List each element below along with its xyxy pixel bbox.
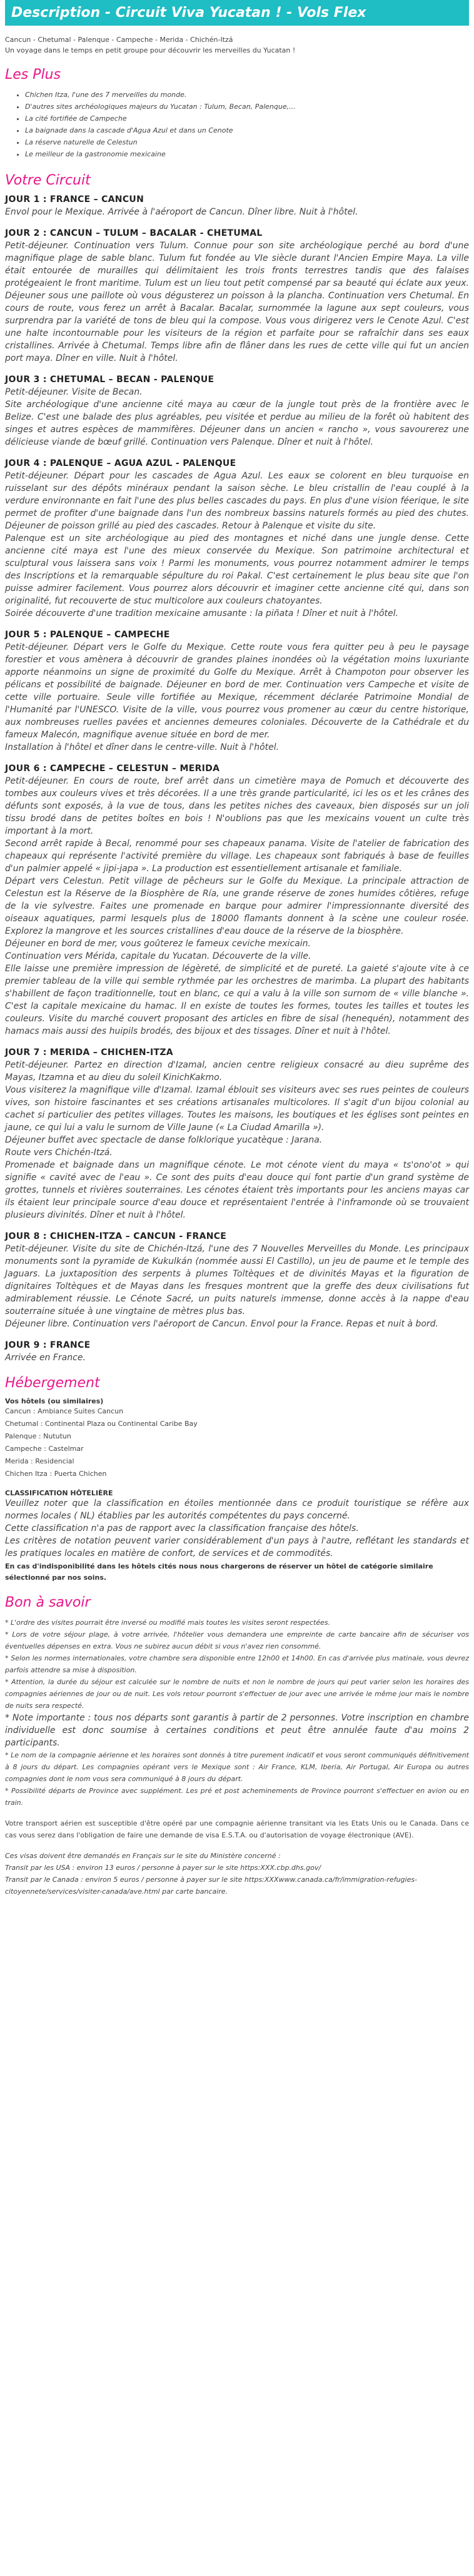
plus-item: • La cité fortifiée de Campeche <box>25 113 469 124</box>
plus-item: • Le meilleur de la gastronomie mexicaine <box>25 148 469 160</box>
hotels-list <box>5 1405 469 1480</box>
day-body: Petit-déjeuner. Continuation vers Tulum. Connue pour son site archéologique perché au bord d'une magnifique plage de sable blanc. Tulum fut fondée au VIe siècle durant l'Ancien Empire Maya. La ville était entourée de murailles qui délimitaient les trois fronts terrestres tandis que des falaises protégeaient le front maritime. Tulum est un lieu tout petit compensé par sa beauté qui éclate aux yeux. Déjeuner sous une paillote où vous dégusterez un poisson à la plancha. Continuation vers Chetumal. En cours de route, vous ferez un arrêt à Bacalar. Bacalar, surnommée la lagune aux sept couleurs, vous surprendra par la variété de tons de bleu qui la compose. Vous vous dirigerez vers le Cenote Azul. C'est une halte incontournable pour les visiteurs de la région et parfaite pour se rafraîchir dans ses eaux cristallines. Arrivée à Chetumal. Temps libre afin de flâner dans les rues de cette ville qui fut un ancien port maya. Dîner en ville. Nuit à l'hôtel. <box>5 241 469 363</box>
day-section <box>5 764 469 1038</box>
bon-a-savoir-heading: Bon à savoir <box>5 1595 91 1610</box>
visa-source-usa: Transit par les USA : environ 13 euros / personne à payer sur le site https:XXX.cbp.dhs.gov/ <box>5 1864 321 1872</box>
plus-list <box>16 89 469 160</box>
day-body: Petit-déjeuner. En cours de route, bref arrêt dans un cimetière maya de Pomuch et découverte des tombes aux couleurs vives et très décorées. Il a une très grande particularité, ici les os et les crânes des défunts sont exposés, à la vue de tous, dans les petites niches des caveaux, bien disposés sur un joli tissu brodé dans de petites boîtes en bois ! N'oublions pas que les mexicains vouent un culte très important à la mort. Second arrêt rapide à Becal, renommé pour ses chapeaux panama. Visite de l'atelier de fabrication des chapeaux qui représente l'activité première du village. Les chapeaux sont fabriqués à base de feuilles d'un palmier appelé « jipi-japa ». La production est essentiellement artisanale et familiale. Départ vers Celestun. Petit village de pêcheurs sur le Golfe du Mexique. La principale attraction de Celestun est la Réserve de la Biosphère de Ría, une grande réserve de zones humides côtières, refuge de la vie sylvestre. Faites une promenade en barque pour admirer l'impressionnante diversité des oiseaux aquatiques, parmi lesquels plus de 18000 flamants donnent à la scène une couleur rosée. Explorez la mangrove et les sources cristallines d'eau douce de la réserve de la biosphère. Déjeuner en bord de mer, vous goûterez le fameux ceviche mexicain. Continuation vers Mérida, capitale du Yucatan. Découverte de la ville. Elle laisse une première impression de légèreté, de simplicité et de pureté. La gaieté s'ajoute vite à ce premier tableau de la ville qui semble rythmée par les orchestres de marimba. La plupart des habitants s'habillent de façon traditionnelle, tout en blanc, ce qui a valu à la ville son surnom de « ville blanche ». C'est la capitale mexicaine du hamac. Il en existe de toutes les formes, toutes les tailles et toutes les couleurs. Visite du marché couvert proposant des articles en fibre de sisal (henequén), notamment des hamacs mais aussi des huipils brodés, des bijoux et des tissages. Dîner et nuit à l'hôtel. <box>5 776 469 1036</box>
intro <box>5 34 469 56</box>
hotel-line: Merida : Residencial <box>5 1457 74 1465</box>
day-body: Petit-déjeuner. Visite de Becan. Site archéologique d'une ancienne cité maya au cœur de la jungle tout près de la frontière avec le Belize. C'est une balade des plus agréables, peu visitée et perdue au milieu de la forêt où habitent des singes et autres espèces de mammifères. Déjeuner dans un ancien « rancho », vous savourerez une délicieuse viande de bœuf grillé. Continuation vers Palenque. Dîner et nuit à l'hôtel. <box>5 387 469 447</box>
day-body: Petit-déjeuner. Visite du site de Chichén-Itzá, l'une des 7 Nouvelles Merveilles du Monde. Les principaux monuments sont la pyramide de Kukulkán (nommée aussi El Castillo), un jeu de paume et le temple des Jaguars. La juxtaposition des serpents à plumes Toltèques et de divinités Mayas et la figuration de dignitaires Toltèques et de Mayas dans les fresques montrent que la greffe des deux civilisations fut admirablement réussie. Le Cénote Sacré, un puits naturels immense, donne accès à la nappe d'eau souterraine située à une vingtaine de mètres plus bas. Déjeuner libre. Continuation vers l'aéroport de Cancun. Envol pour la France. Repas et nuit à bord. <box>5 1244 469 1329</box>
hotel-line: Campeche : Castelmar <box>5 1445 84 1453</box>
note-item: * Attention, la durée du séjour est calculée sur le nombre de nuits et non le nombre de jours qui peut varier selon les horaires des compagnies aériennes de jour ou de nuit. Les vols retour pourront s'effectuer de jour avec une arrivée le même jour mais le nombre de nuits sera respecté. <box>5 1678 469 1710</box>
note-item: * L'ordre des visites pourrait être inversé ou modifié mais toutes les visites seront respectées. <box>5 1619 331 1627</box>
plus-item: • La réserve naturelle de Celestun <box>25 136 469 148</box>
classification-body: Veuillez noter que la classification en étoiles mentionnée dans ce produit touristique se réfère aux normes locales ( NL) établies par les autorités compétentes du pays concerné. Cette classification n'a pas de rapport avec la classification française des hôtels. Les critères de notation peuvent varier considérablement d'un pays à l'autre, reflétant les standards et les pratiques locales en matière de confort, de services et de commodités. <box>5 1498 469 1558</box>
day-section <box>5 630 469 754</box>
hotel-line: Chichen Itza : Puerta Chichen <box>5 1470 107 1478</box>
day-body: Petit-déjeuner. Partez en direction d'Izamal, ancien centre religieux consacré au dieu suprême des Mayas, Itzamna et au dieu du soleil KinichKakmo. Vous visiterez la magnifique ville d'Izamal. Izamal éblouit ses visiteurs avec ses rues peintes de couleurs vives, son histoire fascinantes et ses créations artisanales multicolores. Il s'agit d'un bijou colonial au cachet si particulier des petites villages. Toutes les maisons, les boutiques et les églises sont peintes en jaune, ce qui lui a valu le surnom de Ville Jaune (« La Ciudad Amarilla »). Déjeuner buffet avec spectacle de danse folklorique yucatèque : Jarana. Route vers Chichén-Itzá. Promenade et baignade dans un magnifique cénote. Le mot cénote vient du maya « ts'ono'ot » qui signifie « cavité avec de l'eau ». Ce sont des puits d'eau douce qui font partie d'un grand système de grottes, tunnels et rivières souterraines. Les cénotes étaient très importants pour les anciens mayas car ils étaient leur principale source d'eau douce et représentaient l'entrée à l'inframonde où se trouvaient plusieurs divinités. Dîner et nuit à l'hôtel. <box>5 1060 469 1220</box>
closing-paragraph: Votre transport aérien est susceptible d'être opéré par une compagnie aérienne transitant via les Etats Unis ou le Canada. Dans ce cas vous serez dans l'obligation de faire une demande de visa E.S.T.A. ou d'autorisation de voyage électronique (AVE). <box>5 1819 469 1839</box>
day-body: Petit-déjeuner. Départ vers le Golfe du Mexique. Cette route vous fera quitter peu à peu le paysage forestier et vous amènera à découvrir de grandes plaines inondées où la végétation moins luxuriante apporte néanmoins un signe de proximité du Golfe du Mexique. Arrêt à Champoton pour observer les pélicans et possibilité de baignade. Déjeuner en bord de mer. Continuation vers Campeche et visite de cette ville portuaire. Seule ville fortifiée au Mexique, récemment déclarée Patrimoine Mondial de l'Humanité par l'UNESCO. Visite de la ville, vous pourrez vous promener au cœur du centre historique, aux nombreuses ruelles pavées et anciennes demeures coloniales. Découverte de la Cathédrale et du fameux Malecón, magnifique avenue située en bord de mer. Installation à l'hôtel et dîner dans le centre-ville. Nuit à l'hôtel. <box>5 642 469 752</box>
day-section <box>5 458 469 620</box>
day-section <box>5 1340 469 1364</box>
day-title: JOUR 8 : CHICHEN-ITZA – CANCUN - FRANCE <box>5 1231 227 1241</box>
hotel-line: Cancun : Ambiance Suites Cancun <box>5 1407 124 1415</box>
day-title: JOUR 6 : CAMPECHE – CELESTUN – MERIDA <box>5 764 220 774</box>
day-title: JOUR 5 : PALENQUE – CAMPECHE <box>5 630 170 640</box>
notes-list <box>5 1617 469 1809</box>
intro-tagline: Un voyage dans le temps en petit groupe pour découvrir les merveilles du Yucatan ! <box>5 46 296 54</box>
day-title: JOUR 3 : CHETUMAL – BECAN - PALENQUE <box>5 375 214 385</box>
day-section <box>5 375 469 448</box>
page-title: Description - Circuit Viva Yucatan ! - Vols Flex <box>5 0 469 26</box>
note-item: * Le nom de la compagnie aérienne et les horaires sont donnés à titre purement indicatif et vous seront communiqués définitivement à 8 jours du départ. Les compagnies opérant vers le Mexique sont : Air France, KLM, Iberia, Air Portugal, Air Europa ou autres compagnies dont le nom vous sera communiqué à 8 jours du départ. <box>5 1751 469 1783</box>
visa-source-canada: Transit par le Canada : environ 5 euros / personne à payer sur le site https:XXXwww.canada.ca/fr/immigration-refugies-citoyennete/services/visiter-canada/ave.html par carte bancaire. <box>5 1876 418 1896</box>
hotel-line: Palenque : Nututun <box>5 1432 71 1440</box>
classification-note: En cas d'indisponibilité dans les hôtels cités nous nous chargerons de réserver un hôtel de catégorie similaire sélectionné par nos soins. <box>5 1562 433 1582</box>
day-body: Petit-déjeuner. Départ pour les cascades de Agua Azul. Les eaux se colorent en bleu turquoise en ruisselant sur des dépôts minéraux pendant la saison sèche. Le bleu cristallin de l'eau couplé à la verdure environnante en fait l'une des plus belles cascades du pays. En plus d'une vision féerique, le site permet de profiter d'une baignade dans l'un des nombreux bassins naturels formés au pied des chutes. Déjeuner de poisson grillé au pied des cascades. Retour à Palenque et visite du site. Palenque est un site archéologique au pied des montagnes et niché dans une jungle dense. Cette ancienne cité maya est l'une des mieux conservée du Mexique. Son patrimoine architectural et sculptural vous laissera sans voix ! Parmi les monuments, vous pourrez notamment admirer le temps des Inscriptions et la remarquable sépulture du roi Pakal. C'est certainement le plus beau site que l'on puisse admirer facilement. Vous pourrez alors découvrir et imaginer cette ancienne cité qui, dans son originalité, fut recouverte de stuc multicolore aux couleurs chatoyantes. Soirée découverte d'une tradition mexicaine amusante : la piñata ! Dîner et nuit à l'hôtel. <box>5 471 469 619</box>
note-item: * Selon les normes internationales, votre chambre sera disponible entre 12h00 et 14h00. En cas d'arrivée plus matinale, vous devrez parfois attendre sa mise à disposition. <box>5 1654 469 1674</box>
visa-sources <box>5 1850 469 1897</box>
plus-item: • D'autres sites archéologiques majeurs du Yucatan : Tulum, Becan, Palenque,... <box>25 101 469 113</box>
plus-heading: Les Plus <box>5 67 61 83</box>
plus-item: • Chichen Itza, l'une des 7 merveilles du monde. <box>25 89 469 101</box>
day-title: JOUR 9 : FRANCE <box>5 1340 91 1350</box>
note-item: * Possibilité départs de Province avec supplément. Les pré et post acheminements de Province pourront s'effectuer en avion ou en train. <box>5 1787 469 1807</box>
day-section <box>5 194 469 218</box>
hotel-line: Chetumal : Continental Plaza ou Continental Caribe Bay <box>5 1420 198 1428</box>
note-important: * Note importante : tous nos départs sont garantis à partir de 2 personnes. Votre inscription en chambre individuelle est donc soumise à certaines conditions et peut être annulée faute d'au moins 2 participants. <box>5 1713 469 1748</box>
day-title: JOUR 1 : FRANCE – CANCUN <box>5 194 144 205</box>
day-body: Arrivée en France. <box>5 1353 86 1363</box>
day-title: JOUR 2 : CANCUN – TULUM – BACALAR - CHETUMAL <box>5 228 263 238</box>
day-title: JOUR 4 : PALENQUE – AGUA AZUL - PALENQUE <box>5 458 236 468</box>
day-section <box>5 1048 469 1221</box>
circuit-heading: Votre Circuit <box>5 173 91 188</box>
hotels-subtitle: Vos hôtels (ou similaires) <box>5 1397 104 1405</box>
intro-route: Cancun - Chetumal - Palenque - Campeche - Merida - Chichén-Itzá <box>5 36 233 44</box>
visa-sources-intro: Ces visas doivent être demandés en Français sur le site du Ministère concerné : <box>5 1852 281 1860</box>
day-section <box>5 228 469 365</box>
classification-title: CLASSIFICATION HÔTELIÈRE <box>5 1489 113 1497</box>
day-title: JOUR 7 : MERIDA – CHICHEN-ITZA <box>5 1048 173 1058</box>
day-body: Envol pour le Mexique. Arrivée à l'aéroport de Cancun. Dîner libre. Nuit à l'hôtel. <box>5 207 358 217</box>
day-section <box>5 1231 469 1330</box>
hebergement-heading: Hébergement <box>5 1375 100 1391</box>
plus-item: • La baignade dans la cascade d'Agua Azul et dans un Cenote <box>25 124 469 136</box>
note-item: * Lors de votre séjour plage, à votre arrivée, l'hôtelier vous demandera une empreinte de carte bancaire afin de sécuriser vos éventuelles dépenses en extra. Vous ne subirez aucun débit si vous n'avez rien consommé. <box>5 1630 469 1650</box>
